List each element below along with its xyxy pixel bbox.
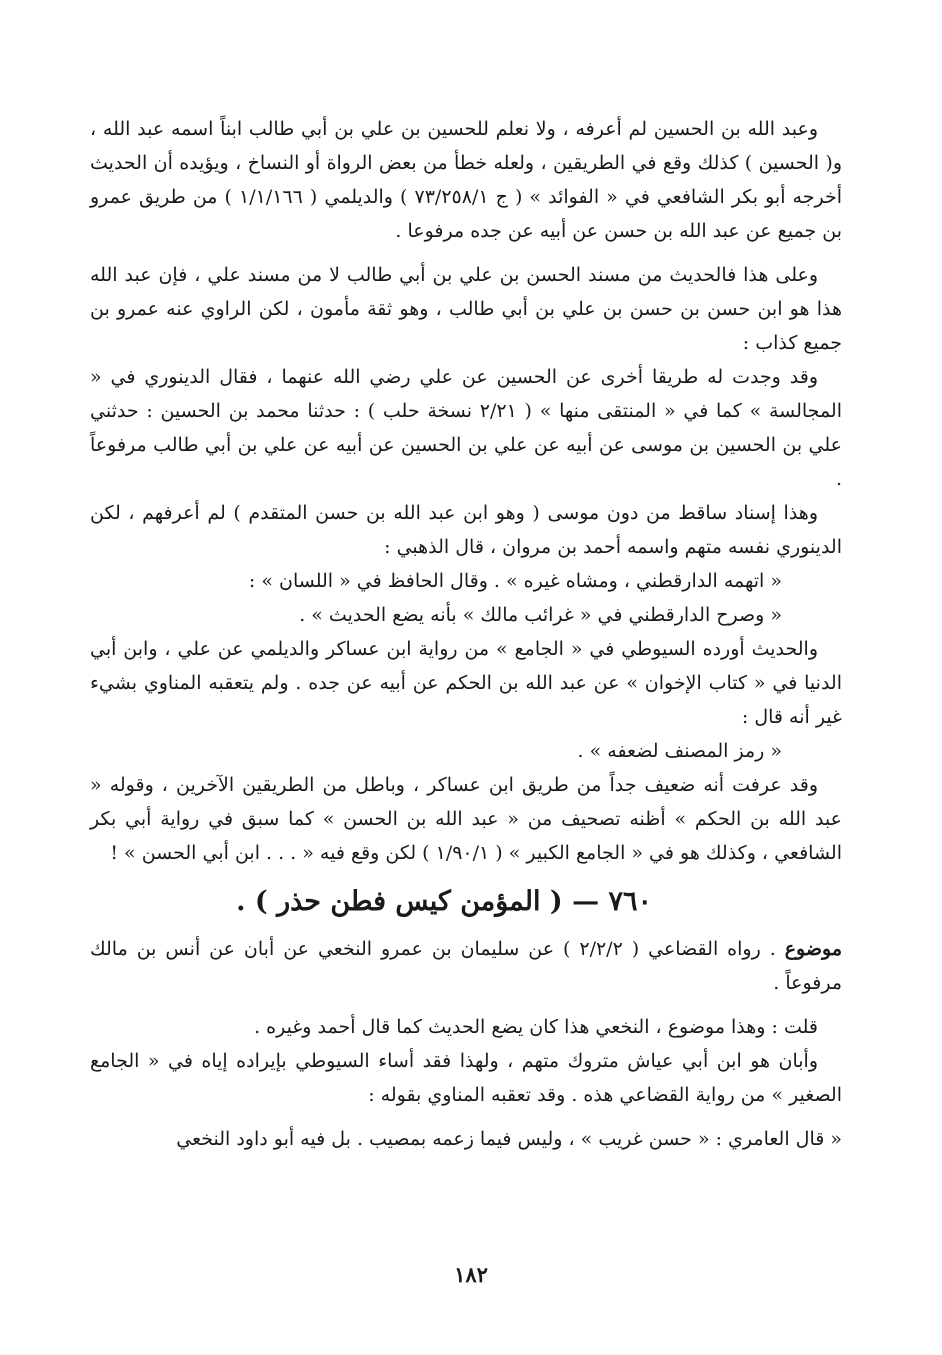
paragraph-5: والحديث أورده السيوطي في « الجامع » من رواية ابن عساكر والديلمي عن علي ، وابن أبي الدنيا في « كتاب الإخوان » عن عبد الله بن الحكم عن أبيه عن جده . ولم يتعقبه المناوي بشيء غير أنه قال :: [90, 638, 842, 728]
paragraph-2: وعلى هذا فالحديث من مسند الحسن بن علي بن أبي طالب لا من مسند علي ، فإن عبد الله هذا هو ابن حسن بن حسن بن علي بن أبي طالب ، وهو ثقة مأمون ، لكن الراوي عنه عمرو بن جميع كذاب :: [90, 264, 842, 354]
hadith-heading: ٧٦٠ — ( المؤمن كيس فطن حذر ) .: [236, 886, 652, 917]
verdict-text: . رواه القضاعي ( ٢/٢/٢ ) عن سليمان بن عمرو النخعي عن أبان عن أنس بن مالك مرفوعاً .: [90, 938, 842, 994]
verdict-label: موضوع: [784, 938, 842, 960]
verdict-paragraph: [90, 932, 842, 1000]
paragraph-1: وعبد الله بن الحسين لم أعرفه ، ولا نعلم للحسين بن علي بن أبي طالب ابناً اسمه عبد الله ، و( الحسين ) كذلك وقع في الطريقين ، ولعله خطأ من بعض الرواة أو النساخ ، ويؤيده أن الحديث أخرجه أبو بكر الشافعي في « الفوائد » ( ج ٧٣/٢٥٨/١ ) والديلمي ( ١/١/١٦٦ ) من طريق عمرو بن جميع عن عبد الله بن حسن عن أبيه عن جده مرفوعا .: [90, 118, 842, 242]
paragraph-9: « قال العامري : « حسن غريب » ، وليس فيما زعمه بمصيب . بل فيه أبو داود النخعي: [176, 1128, 842, 1150]
quote-munawi: « رمز المصنف لضعفه » .: [577, 740, 782, 762]
quote-dhahabi: « اتهمه الدارقطني ، ومشاه غيره » . وقال الحافظ في « اللسان » :: [248, 570, 782, 592]
page-body: [90, 112, 842, 1156]
quote-daraqutni: « وصرح الدارقطني في « غرائب مالك » بأنه يضع الحديث » .: [299, 604, 782, 626]
paragraph-7: قلت : وهذا موضوع ، النخعي هذا كان يضع الحديث كما قال أحمد وغيره .: [254, 1016, 818, 1038]
paragraph-6: وقد عرفت أنه ضعيف جداً من طريق ابن عساكر ، وباطل من الطريقين الآخرين ، وقوله « عبد الله بن الحكم » أظنه تصحيف من « عبد الله بن الحسن » كما سبق في رواية أبي بكر الشافعي ، وكذلك هو في « الجامع الكبير » ( ١/٩٠/١ ) لكن وقع فيه « . . . ابن أبي الحسن » !: [90, 774, 842, 864]
page-number: ١٨٢: [454, 1262, 488, 1287]
paragraph-8: وأبان هو ابن أبي عياش متروك متهم ، ولهذا فقد أساء السيوطي بإيراده إياه في « الجامع الصغير » من رواية القضاعي هذه . وقد تعقبه المناوي بقوله :: [90, 1050, 842, 1106]
paragraph-3: وقد وجدت له طريقا أخرى عن الحسين عن علي رضي الله عنهما ، فقال الدينوري في « المجالسة » كما في « المنتقى منها » ( ٢/٢١ نسخة حلب ) : حدثنا محمد بن الحسين : حدثني علي بن الحسين بن موسى عن أبيه عن علي بن الحسين عن أبيه عن علي بن أبي طالب مرفوعاً .: [90, 366, 842, 490]
paragraph-4: وهذا إسناد ساقط من دون موسى ( وهو ابن عبد الله بن حسن المتقدم ) لم أعرفهم ، لكن الدينوري نفسه متهم واسمه أحمد بن مروان ، قال الذهبي :: [90, 502, 842, 558]
